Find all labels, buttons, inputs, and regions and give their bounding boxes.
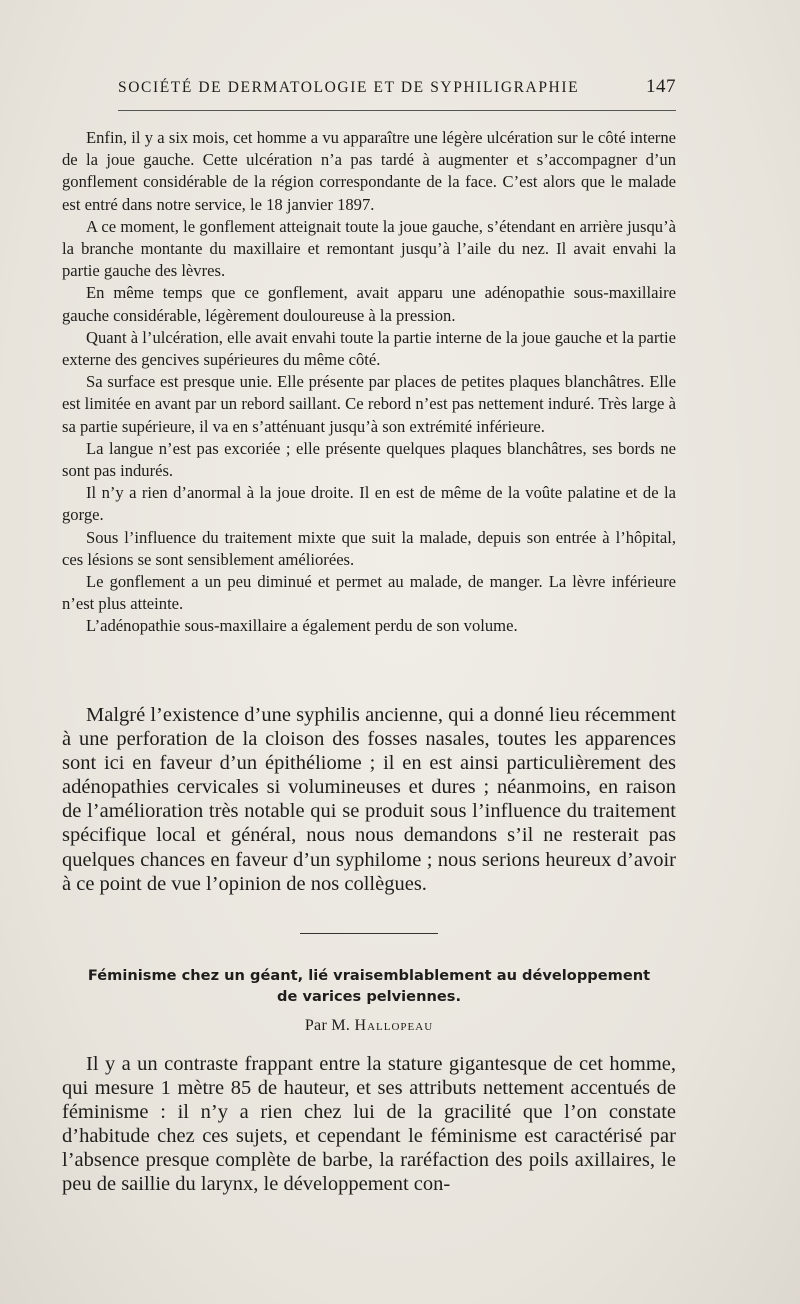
case-paragraph-4: Quant à l’ulcération, elle avait envahi toute la partie interne de la joue gauche et la partie externe des gencives supérieures du même côté. [62, 327, 676, 370]
article-title [62, 965, 676, 1007]
case-paragraph-3: En même temps que ce gonflement, avait apparu une adénopathie sous-maxillaire gauche considérable, légèrement douloureuse à la pression. [62, 283, 676, 325]
running-header [118, 76, 676, 98]
case-paragraph-5: Sa surface est presque unie. Elle présente par places de petites plaques blanchâtres. Elle est limitée en avant par un rebord saillant. Ce rebord n’est pas nettement induré. Très large à sa partie supérieure, il va en s’atténuant jusqu’à son extrémité inférieure. [62, 372, 676, 436]
discussion-paragraph: Malgré l’existence d’une syphilis ancienne, qui a donné lieu récemment à une perforation de la cloison des fosses nasales, toutes les apparences sont ici en faveur d’un épithéliome ; il en est ainsi particulièrement des adénopathies cervicales si volumineuses et dures ; néanmoins, en raison de l’amélioration très notable qui se produit sous l’influence du traitement spécifique local et général, nous nous demandons s’il ne resterait pas quelques chances en faveur d’un syphilome ; nous serions heureux d’avoir à ce point de vue l’opinion de nos collègues. [62, 704, 676, 895]
article-title-line-2: de varices pelviennes. [277, 988, 461, 1005]
header-rule [118, 110, 676, 111]
article-title-line-1: Féminisme chez un géant, lié vraisemblablement au développement [87, 967, 651, 984]
case-paragraph-6: La langue n’est pas excoriée ; elle présente quelques plaques blanchâtres, ses bords ne sont pas indurés. [62, 438, 676, 481]
running-title: SOCIÉTÉ DE DERMATOLOGIE ET DE SYPHILIGRAPHIE [118, 79, 580, 96]
article-byline [62, 1017, 676, 1035]
case-paragraph-8: Sous l’influence du traitement mixte que suit la malade, depuis son entrée à l’hôpital, ces lésions se sont sensiblement améliorées. [62, 527, 676, 569]
case-report [62, 127, 676, 638]
byline-prefix: Par M. [304, 1017, 351, 1034]
discussion-block [62, 703, 676, 896]
page-number: 147 [646, 76, 676, 97]
author-name: Hallopeau [354, 1017, 434, 1034]
case-paragraph-7: Il n’y a rien d’anormal à la joue droite. Il en est de même de la voûte palatine et de la gorge. [62, 483, 676, 525]
article-body-paragraph: Il y a un contraste frappant entre la stature gigantesque de cet homme, qui mesure 1 mètre 85 de hauteur, et ses attributs nettement accentués de féminisme : il n’y a rien chez lui de la gracilité que l’on constate d’habitude chez ces sujets, et cependant le féminisme est caractérisé par l’absence presque complète de barbe, la raréfaction des poils axillaires, le peu de saillie du larynx, le développement con- [62, 1053, 676, 1196]
case-paragraph-10: L’adénopathie sous-maxillaire a également perdu de son volume. [86, 616, 518, 636]
case-paragraph-2: A ce moment, le gonflement atteignait toute la joue gauche, s’étendant en arrière jusqu’à la branche montante du maxillaire et remontant jusqu’à l’aile du nez. Il avait envahi la partie gauche des lèvres. [62, 216, 676, 281]
section-divider [300, 933, 438, 934]
case-paragraph-9: Le gonflement a un peu diminué et permet au malade, de manger. La lèvre inférieure n’est plus atteinte. [62, 572, 676, 614]
article-body [62, 1052, 676, 1197]
case-paragraph-1: Enfin, il y a six mois, cet homme a vu apparaître une légère ulcération sur le côté interne de la joue gauche. Cette ulcération n’a pas tardé à augmenter et s’accompagner d’un gonflement considérable de la région correspondante de la face. C’est alors que le malade est entré dans notre service, le 18 janvier 1897. [62, 128, 676, 214]
